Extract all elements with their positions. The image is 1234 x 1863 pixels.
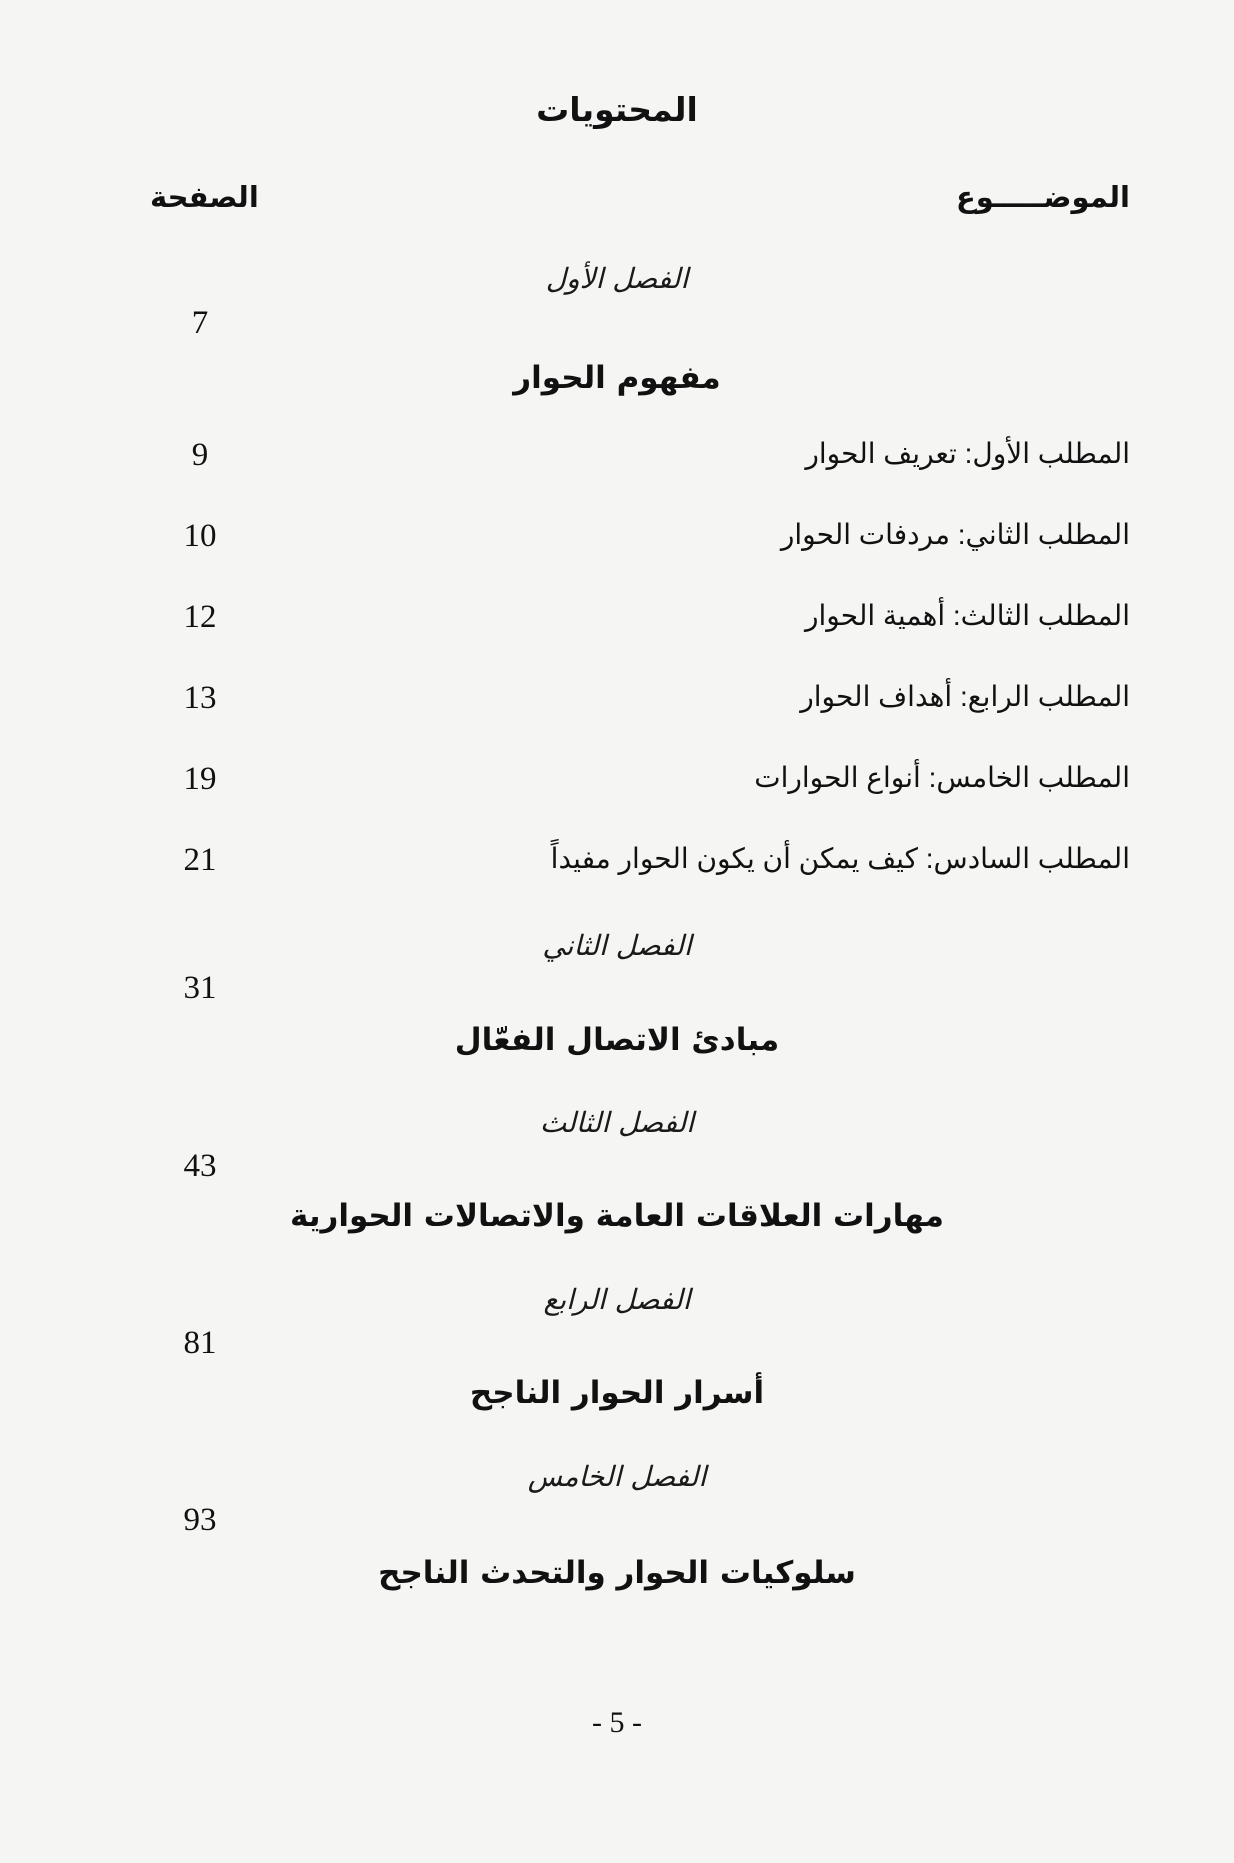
chapter-3-label: الفصل الثالث	[539, 1106, 695, 1139]
section-1-2: المطلب الثاني: مردفات الحوار	[780, 519, 1130, 550]
section-1-4-page: 13	[183, 680, 217, 716]
chapter-3-page: 43	[183, 1148, 217, 1184]
chapter-4-title: أسرار الحوار الناجح	[469, 1375, 765, 1411]
section-1-5-page: 19	[183, 761, 217, 797]
chapter-1-page: 7	[191, 305, 209, 341]
section-1-1: المطلب الأول: تعريف الحوار	[805, 438, 1130, 469]
chapter-2-label: الفصل الثاني	[542, 929, 692, 962]
chapter-5-page: 93	[183, 1502, 217, 1538]
chapter-3-title: مهارات العلاقات العامة والاتصالات الحوارية	[290, 1198, 944, 1234]
page-number: - 5 -	[592, 1706, 642, 1739]
section-1-4: المطلب الرابع: أهداف الحوار	[800, 681, 1130, 712]
chapter-5-title: سلوكيات الحوار والتحدث الناجح	[378, 1555, 856, 1591]
chapter-1-label: الفصل الأول	[545, 262, 689, 295]
section-1-1-page: 9	[191, 437, 209, 473]
section-1-6: المطلب السادس: كيف يمكن أن يكون الحوار مفيداً	[550, 843, 1130, 874]
page-title: المحتويات	[536, 90, 698, 129]
topic-column-header: الموضـــــوع	[955, 180, 1130, 214]
chapter-4-page: 81	[183, 1325, 217, 1361]
chapter-1-title: مفهوم الحوار	[513, 360, 721, 396]
section-1-5: المطلب الخامس: أنواع الحوارات	[754, 762, 1130, 793]
chapter-2-page: 31	[183, 970, 217, 1006]
page-column-header: الصفحة	[150, 180, 259, 214]
section-1-3-page: 12	[183, 599, 217, 635]
section-1-3: المطلب الثالث: أهمية الحوار	[804, 600, 1130, 631]
chapter-5-label: الفصل الخامس	[527, 1460, 707, 1493]
section-1-6-page: 21	[183, 842, 217, 878]
section-1-2-page: 10	[183, 518, 217, 554]
chapter-2-title: مبادئ الاتصال الفعّال	[454, 1022, 780, 1058]
chapter-4-label: الفصل الرابع	[543, 1283, 691, 1316]
